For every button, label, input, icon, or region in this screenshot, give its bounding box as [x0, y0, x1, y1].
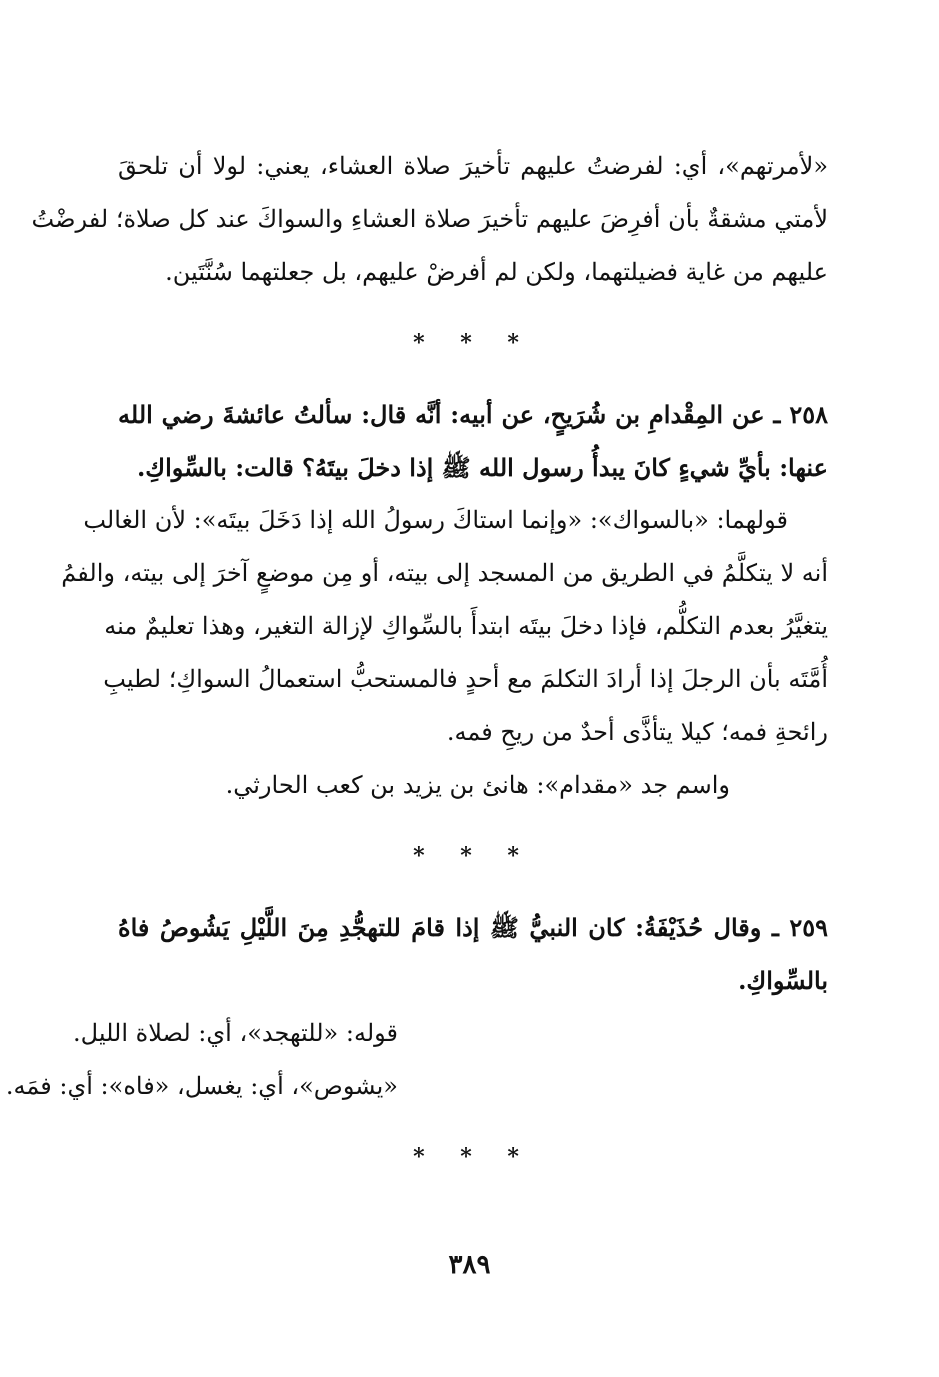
- commentary-line: أنه لا يتكلَّمُ في الطريق من المسجد إلى بيته، أو مِن موضعٍ آخرَ إلى بيته، والفمُ: [61, 559, 828, 587]
- hadith-line: ٢٥٩ ـ وقال حُذَيْفَةُ: كان النبيُّ ﷺ إذا قامَ للتهجُّدِ مِنَ اللَّيْلِ يَشُوصُ فاهُ: [118, 913, 828, 942]
- comment-line: قوله: «للتهجد»، أي: لصلاة الليل.: [73, 1019, 398, 1047]
- section-divider: * * *: [413, 1144, 533, 1170]
- hadith-line: عنها: بأيِّ شيءٍ كانَ يبدأُ رسول الله ﷺ إذا دخلَ بيتَهُ؟ قالت: بالسِّواكِ.: [136, 453, 828, 482]
- commentary-line: يتغيَّرُ بعدم التكلُّم، فإذا دخلَ بيتَه ابتدأَ بالسِّواكِ لإزالة التغير، وهذا تعليمٌ منه: [104, 612, 828, 640]
- section-divider: * * *: [413, 330, 533, 356]
- note-line: واسم جد «مقدام»: هانئ بن يزيد بن كعب الحارثي.: [225, 771, 730, 799]
- hadith-line: بالسِّواكِ.: [738, 966, 828, 995]
- page-body: [5, 140, 828, 1184]
- section-divider: * * *: [413, 843, 533, 869]
- paragraph-line: عليهم من غاية فضيلتهما، ولكن لم أفرضْ عليهم، بل جعلتهما سُنَّتَين.: [165, 258, 828, 286]
- hadith-line: ٢٥٨ ـ عن المِقْدامِ بن شُرَيحٍ، عن أبيه: أنَّه قال: سألتُ عائشةَ رضي الله: [118, 400, 828, 429]
- paragraph-line: «لأمرتهم»، أي: لفرضتُ عليهم تأخيرَ صلاة العشاء، يعني: لولا أن تلحقَ: [118, 152, 828, 180]
- commentary-line: قولهما: «بالسواك»: «وإنما استاكَ رسولُ الله إذا دَخَلَ بيتَه»: لأن الغالب: [83, 506, 788, 534]
- commentary-line: رائحةِ فمه؛ كيلا يتأذَّى أحدٌ من ريحِ فمه.: [446, 718, 828, 746]
- comment-line: «يشوص»، أي: يغسل، «فاه»: أي: فمَه.: [5, 1072, 398, 1100]
- commentary-line: أُمَّتَه بأن الرجلَ إذا أرادَ التكلمَ مع أحدٍ فالمستحبُّ استعمالُ السواكِ؛ لطيبِ: [103, 665, 828, 693]
- paragraph-line: لأمتي مشقةٌ بأن أفرِضَ عليهم تأخيرَ صلاة العشاءِ والسواكَ عند كل صلاة؛ لفرضْتُ: [31, 205, 828, 233]
- page-number: ٣٨٩: [448, 1250, 491, 1280]
